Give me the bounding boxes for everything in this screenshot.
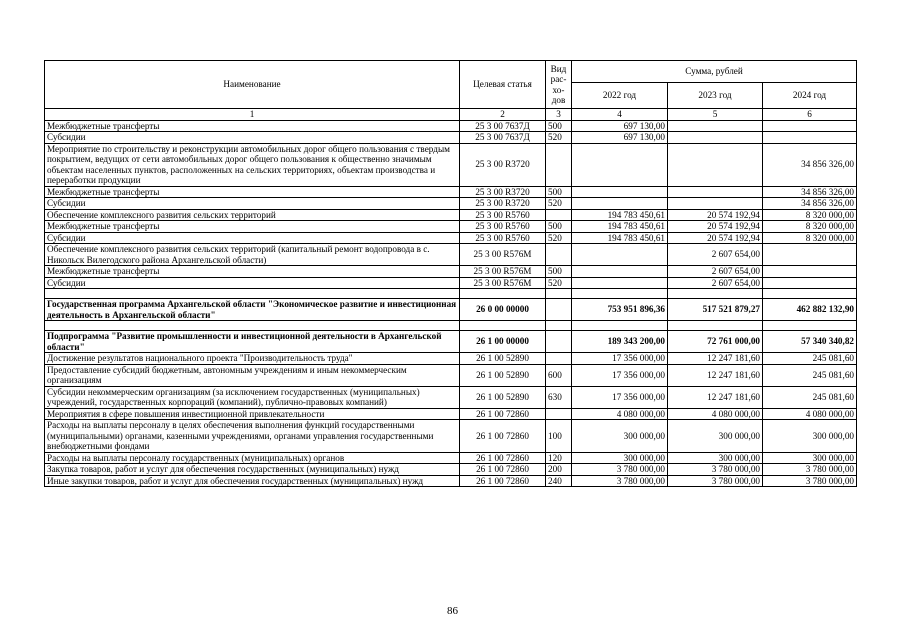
row-value-2024: 8 320 000,00: [763, 209, 857, 221]
header-target: Целевая статья: [460, 61, 546, 109]
row-target-code: 25 3 00 R5760: [460, 232, 546, 244]
header-2022: 2022 год: [572, 83, 668, 109]
index-cell: 3: [546, 109, 572, 121]
row-name: Субсидии: [45, 132, 460, 144]
table-row: [45, 408, 857, 420]
row-value-2024: 300 000,00: [763, 452, 857, 464]
row-name: Межбюджетные трансферты: [45, 120, 460, 132]
row-name: Иные закупки товаров, работ и услуг для обеспечения государственных (муниципальных) нужд: [45, 475, 460, 487]
row-value-2023: 2 607 654,00: [668, 244, 763, 266]
table-row: [45, 266, 857, 278]
row-value-2023: 2 607 654,00: [668, 277, 763, 289]
row-target-code: 26 1 00 52890: [460, 386, 546, 408]
row-target-code: 25 3 00 R576М: [460, 266, 546, 278]
row-name: Межбюджетные трансферты: [45, 221, 460, 233]
row-name: Обеспечение комплексного развития сельских территорий: [45, 209, 460, 221]
table-row: [45, 464, 857, 476]
table-row: [45, 386, 857, 408]
row-value-2022: [572, 266, 668, 278]
row-value-2023: [668, 186, 763, 198]
row-value-2024: 8 320 000,00: [763, 221, 857, 233]
row-value-2024: 3 780 000,00: [763, 475, 857, 487]
row-name: Мероприятие по строительству и реконструкции автомобильных дорог общего пользования с твердым покрытием, ведущих от сети автомобильных дорог общего пользования к общественно значимым объектам населенных пунктов, расположенных на сельских территориях, объектам производства и переработки продукции: [45, 143, 460, 186]
row-expense-type: 100: [546, 420, 572, 453]
index-cell: 5: [668, 109, 763, 121]
row-value-2024: [763, 132, 857, 144]
row-value-2022: [572, 289, 668, 299]
header-type: Вид рас-хо-дов: [546, 61, 572, 109]
row-target-code: 25 3 00 R3720: [460, 198, 546, 210]
row-expense-type: 240: [546, 475, 572, 487]
row-value-2022: 194 783 450,61: [572, 209, 668, 221]
row-value-2024: 462 882 132,90: [763, 299, 857, 321]
row-value-2022: 697 130,00: [572, 120, 668, 132]
row-value-2023: 20 574 192,94: [668, 232, 763, 244]
row-value-2024: 34 856 326,00: [763, 198, 857, 210]
row-name: Расходы на выплаты персоналу в целях обеспечения выполнения функций государственными (муниципальными) органами, казенными учреждениями, органами управления государственными внебюджетными фондами: [45, 420, 460, 453]
row-value-2023: [668, 120, 763, 132]
row-value-2024: [763, 277, 857, 289]
table-row: [45, 475, 857, 487]
row-expense-type: [546, 321, 572, 331]
row-value-2024: 34 856 326,00: [763, 186, 857, 198]
row-target-code: 26 1 00 52890: [460, 364, 546, 386]
blank-row: [45, 289, 857, 299]
table-row: [45, 120, 857, 132]
row-expense-type: [546, 244, 572, 266]
row-expense-type: 520: [546, 232, 572, 244]
row-name: Государственная программа Архангельской области "Экономическое развитие и инвестиционная деятельность в Архангельской области": [45, 299, 460, 321]
page-number: 86: [447, 605, 458, 617]
row-name: Субсидии: [45, 277, 460, 289]
row-value-2024: [763, 244, 857, 266]
row-target-code: 26 1 00 72860: [460, 475, 546, 487]
row-value-2023: 3 780 000,00: [668, 464, 763, 476]
row-value-2022: 17 356 000,00: [572, 364, 668, 386]
header-2023: 2023 год: [668, 83, 763, 109]
row-value-2024: [763, 321, 857, 331]
index-cell: 6: [763, 109, 857, 121]
row-expense-type: 120: [546, 452, 572, 464]
row-expense-type: 500: [546, 120, 572, 132]
table-row: [45, 364, 857, 386]
index-cell: 1: [45, 109, 460, 121]
row-target-code: 26 1 00 72860: [460, 420, 546, 453]
row-target-code: 26 1 00 72860: [460, 408, 546, 420]
index-cell: 4: [572, 109, 668, 121]
row-expense-type: 500: [546, 186, 572, 198]
row-value-2023: 12 247 181,60: [668, 364, 763, 386]
row-expense-type: 630: [546, 386, 572, 408]
row-value-2022: 194 783 450,61: [572, 221, 668, 233]
row-value-2022: 300 000,00: [572, 420, 668, 453]
row-value-2023: 20 574 192,94: [668, 221, 763, 233]
table-row: [45, 186, 857, 198]
index-cell: 2: [460, 109, 546, 121]
table-row: [45, 232, 857, 244]
row-expense-type: [546, 289, 572, 299]
row-value-2023: 2 607 654,00: [668, 266, 763, 278]
row-target-code: [460, 289, 546, 299]
row-value-2024: 3 780 000,00: [763, 464, 857, 476]
row-name: Предоставление субсидий бюджетным, автономным учреждениям и иным некоммерческим организациям: [45, 364, 460, 386]
row-value-2023: [668, 321, 763, 331]
row-name: Закупка товаров, работ и услуг для обеспечения государственных (муниципальных) нужд: [45, 464, 460, 476]
row-value-2023: 300 000,00: [668, 420, 763, 453]
row-value-2023: 12 247 181,60: [668, 386, 763, 408]
row-value-2023: [668, 143, 763, 186]
row-name: [45, 289, 460, 299]
row-value-2022: 194 783 450,61: [572, 232, 668, 244]
row-expense-type: [546, 353, 572, 365]
table-row: [45, 244, 857, 266]
row-name: Субсидии: [45, 198, 460, 210]
row-expense-type: [546, 299, 572, 321]
header-sum: Сумма, рублей: [572, 61, 857, 83]
row-name: Субсидии: [45, 232, 460, 244]
row-name: Обеспечение комплексного развития сельских территорий (капитальный ремонт водопровода в с. Никольск Вилегодского района Архангельской области): [45, 244, 460, 266]
row-expense-type: [546, 209, 572, 221]
table-row: [45, 277, 857, 289]
row-name: Межбюджетные трансферты: [45, 186, 460, 198]
row-value-2023: 72 761 000,00: [668, 331, 763, 353]
row-value-2024: 245 081,60: [763, 386, 857, 408]
row-value-2022: 4 080 000,00: [572, 408, 668, 420]
table-row: [45, 209, 857, 221]
row-name: Расходы на выплаты персоналу государственных (муниципальных) органов: [45, 452, 460, 464]
row-expense-type: 500: [546, 266, 572, 278]
row-value-2022: 17 356 000,00: [572, 353, 668, 365]
row-target-code: 26 1 00 52890: [460, 353, 546, 365]
blank-row: [45, 321, 857, 331]
row-value-2023: 12 247 181,60: [668, 353, 763, 365]
table-row: [45, 143, 857, 186]
row-value-2022: [572, 244, 668, 266]
row-value-2022: 3 780 000,00: [572, 475, 668, 487]
row-expense-type: 600: [546, 364, 572, 386]
row-value-2024: 245 081,60: [763, 364, 857, 386]
row-value-2022: 189 343 200,00: [572, 331, 668, 353]
row-value-2022: [572, 321, 668, 331]
table-row: [45, 452, 857, 464]
row-expense-type: 520: [546, 132, 572, 144]
row-value-2022: 17 356 000,00: [572, 386, 668, 408]
row-value-2024: [763, 120, 857, 132]
row-name: Межбюджетные трансферты: [45, 266, 460, 278]
table-row: [45, 221, 857, 233]
row-value-2022: 753 951 896,36: [572, 299, 668, 321]
row-value-2024: 57 340 340,82: [763, 331, 857, 353]
row-value-2023: 4 080 000,00: [668, 408, 763, 420]
row-name: Мероприятия в сфере повышения инвестиционной привлекательности: [45, 408, 460, 420]
row-value-2023: 20 574 192,94: [668, 209, 763, 221]
row-target-code: 25 3 00 R5760: [460, 209, 546, 221]
table-row: [45, 353, 857, 365]
row-expense-type: 500: [546, 221, 572, 233]
row-name: Подпрограмма "Развитие промышленности и инвестиционной деятельности в Архангельской области": [45, 331, 460, 353]
row-value-2022: 3 780 000,00: [572, 464, 668, 476]
row-value-2024: 34 856 326,00: [763, 143, 857, 186]
row-expense-type: [546, 143, 572, 186]
row-target-code: 25 3 00 R576М: [460, 277, 546, 289]
row-value-2023: [668, 289, 763, 299]
row-target-code: 26 0 00 00000: [460, 299, 546, 321]
table-body: [45, 120, 857, 487]
row-expense-type: [546, 331, 572, 353]
row-value-2022: [572, 198, 668, 210]
row-value-2024: 300 000,00: [763, 420, 857, 453]
row-target-code: 25 3 00 R5760: [460, 221, 546, 233]
row-target-code: 25 3 00 7637Д: [460, 120, 546, 132]
header-2024: 2024 год: [763, 83, 857, 109]
table-row: [45, 132, 857, 144]
row-target-code: 26 1 00 72860: [460, 464, 546, 476]
row-value-2022: [572, 143, 668, 186]
row-expense-type: 520: [546, 277, 572, 289]
row-value-2023: [668, 198, 763, 210]
row-value-2022: 697 130,00: [572, 132, 668, 144]
row-expense-type: 200: [546, 464, 572, 476]
header-name: Наименование: [45, 61, 460, 109]
table-row: [45, 198, 857, 210]
row-target-code: 25 3 00 R3720: [460, 143, 546, 186]
row-target-code: 25 3 00 R576М: [460, 244, 546, 266]
row-target-code: [460, 321, 546, 331]
row-value-2024: 245 081,60: [763, 353, 857, 365]
row-value-2023: [668, 132, 763, 144]
row-name: Субсидии некоммерческим организациям (за исключением государственных (муниципальных) учреждений, государственных корпораций (компаний), публично-правовых компаний): [45, 386, 460, 408]
row-value-2024: 4 080 000,00: [763, 408, 857, 420]
row-value-2022: 300 000,00: [572, 452, 668, 464]
row-value-2023: 3 780 000,00: [668, 475, 763, 487]
row-name: [45, 321, 460, 331]
row-value-2024: 8 320 000,00: [763, 232, 857, 244]
budget-table: [44, 60, 857, 487]
row-name: Достижение результатов национального проекта "Производительность труда": [45, 353, 460, 365]
row-expense-type: 520: [546, 198, 572, 210]
row-value-2023: 517 521 879,27: [668, 299, 763, 321]
row-value-2024: [763, 266, 857, 278]
row-expense-type: [546, 408, 572, 420]
table-row: [45, 331, 857, 353]
row-target-code: 26 1 00 00000: [460, 331, 546, 353]
row-target-code: 26 1 00 72860: [460, 452, 546, 464]
table-row: [45, 299, 857, 321]
row-value-2024: [763, 289, 857, 299]
row-target-code: 25 3 00 R3720: [460, 186, 546, 198]
row-value-2022: [572, 186, 668, 198]
row-value-2022: [572, 277, 668, 289]
row-value-2023: 300 000,00: [668, 452, 763, 464]
row-target-code: 25 3 00 7637Д: [460, 132, 546, 144]
table-row: [45, 420, 857, 453]
